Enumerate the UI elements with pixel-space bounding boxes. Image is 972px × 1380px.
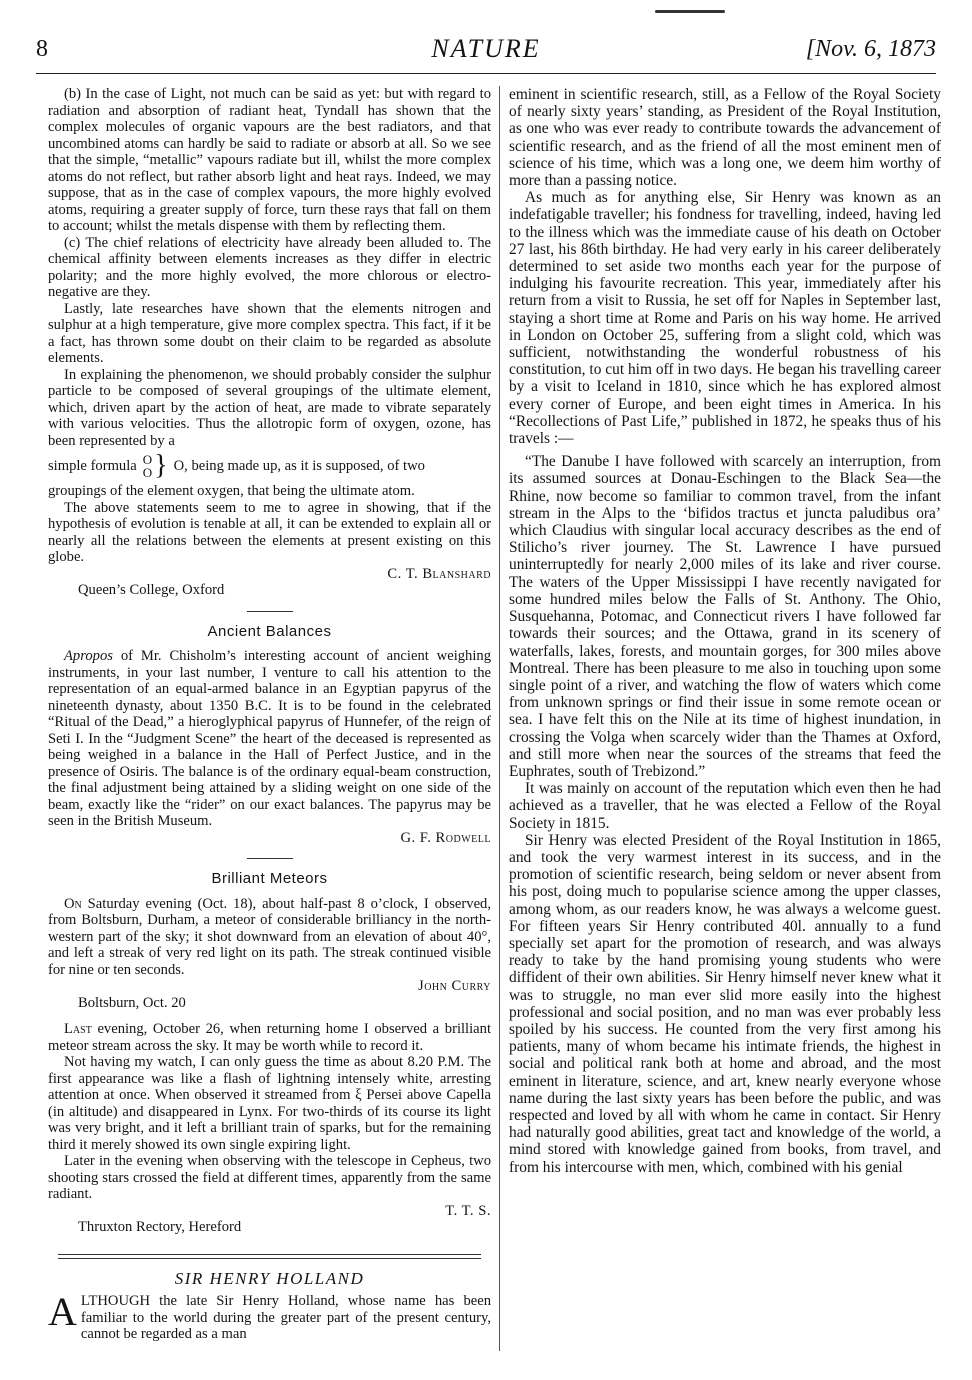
column-divider xyxy=(499,86,500,1351)
paragraph-body: the late Sir Henry Holland, whose name has been familiar to the world during the greater part of the present century, cannot be regarded as a man xyxy=(80,1293,491,1342)
article-title: SIR HENRY HOLLAND xyxy=(174,1268,365,1288)
signature-place: Thruxton Rectory, Hereford xyxy=(78,1219,242,1235)
article-separator-rule xyxy=(58,1254,481,1259)
top-ornament-rule xyxy=(655,10,725,13)
page-header xyxy=(36,32,936,68)
signature: G. F. Rodwell xyxy=(400,829,491,846)
signature-place: Queen’s College, Oxford xyxy=(78,582,225,598)
drop-cap: A xyxy=(48,1289,77,1334)
paragraph-body: of Mr. Chisholm’s interesting account of ancient weighing instruments, in your last number, I venture to call his attention to the representation of an equal-armed balance in an Egyptian papyrus of the nineteenth dynasty, about 1350 B.C. It is to be found in the celebrated “Ritual of the Dead,” a hieroglyphical papyrus of Hunnefer, of the reign of Seti I. In the “Judgment Scene” the heart of the deceased is represented as being weighed in a balance in the Hall of Perfect Justice, and in the presence of Osiris. The balance is of the ordinary equal-beam construction, the final adjustment being attained by a sliding weight on one side of the beam, exactly like the “rider” on our exact balances. The papyrus may be seen in the British Museum. xyxy=(48,648,491,829)
page-number: 8 xyxy=(36,36,48,62)
letter-paragraph: (c) The chief relations of electricity have already been alluded to. The chemical affinity between elements increases as they differ in electric polarity; and the more highly evolved, the more chlorous or electro-negative are they. xyxy=(48,234,491,300)
letter-paragraph: (b) In the case of Light, not much can be said as yet: but with regard to radiation and absorption of radiant heat, Tyndall has shown that the complex molecules of organic vapours are the best radiators, and that uncombined atoms can hardly be said to radiate or absorb at all. So we see that the simple, “metallic” vapours radiate but ill, whilst the more complex atoms do not reflect, but rather absorb light and heat rays. Indeed, we may suppose, that as in the case of complex vapours, the more highly evolved atoms, requiring a greater supply of force, turn these rays that fall on them to account; whilst the metals dispense with them by reflecting them. xyxy=(48,86,491,234)
right-column xyxy=(509,86,941,1351)
article-opening-paragraph xyxy=(48,1289,491,1343)
letter-paragraph: The above statements seem to me to agree in showing, that if the hypothesis of evolution is tenable at all, it can be extended to explain all or nearly all the relations between the elements at present existing on this globe. xyxy=(48,499,491,565)
signature: John Curry xyxy=(418,978,491,994)
signature-line xyxy=(48,830,491,847)
letter-paragraph: Lastly, late researches have shown that the elements nitrogen and sulphur at a high temperature, give more complex spectra. This fact, if it be a fact, has thrown some doubt on their claim to be regarded as absolute elements. xyxy=(48,300,491,366)
opening-caps: LTHOUGH xyxy=(80,1293,151,1309)
section-rule xyxy=(247,611,293,612)
formula-bottom: O xyxy=(142,465,153,480)
article-quotation: “The Danube I have followed with scarcely an interruption, from its assumed sources at Donau-Eschingen to the Black Sea—the Rhine, now become so familiar to common travel, from the infant stream in the Alps to the ‘bifidos tractus et juncta paludibus ora’ which Claudius with singular local accuracy describes as the end of Stilicho’s river journey. The St. Lawrence I have pursued uninterruptedly for nearly 2,000 miles of its lake and river course. The waters of the Upper Mississippi I have recently navigated for some hundred miles below the Falls of St. Anthony. The Ohio, Susquehanna, Potomac, and Connecticut rivers I have followed far towards their sources; and the Ottawa, grand in its scenery of waterfalls, lakes, forests, and mountain gorges, for 300 miles above Montreal. There has been pleasure to me also in touching upon some single point of a river, and watching the flow of waters which come from unknown springs or find their issue in some remote ocean or sea. I have felt this on the Nile at its time of highest inundation, in crossing the Volga when scarcely wider than the Thames at Oxford, and still more when near the sources of the streams that feed the Euphrates, south of Trebizond.” xyxy=(509,453,941,780)
article-paragraph: As much as for anything else, Sir Henry was known as an indefatigable traveller; his fondness for travelling, indeed, having led to the illness which was the immediate cause of his death on October 27 last, his 86th birthday. He had very early in his career deliberately determined to set aside two months each year for the purpose of indulging his favourite recreation. This year, immediately after his return from a visit to Russia, he set off for Naples in September last, staying a short time at Rome and Paris on his way home. He arrived in London on October 25, suffering from a slight cold, which was sufficient, notwithstanding the wonderful robustness of his constitution, to cut him off in two days. He began his travelling career by a visit to Iceland in 1810, since which he has explored almost every corner of Europe, and been eight times in America. In his “Recollections of Past Life,” published in 1872, he speaks thus of his travels :— xyxy=(509,189,941,448)
paragraph-body: evening, October 26, when returning home I observed a brilliant meteor stream across the sky. It may be worth while to record it. xyxy=(48,1021,491,1054)
signature: T. T. S. xyxy=(445,1202,491,1219)
article-paragraph: eminent in scientific research, still, as a Fellow of the Royal Society of nearly sixty years’ standing, as President of the Royal Institution, as one who was ever ready to contribute towards the advancement of scientific research, and as the friend of all the most eminent men of science of his time, which was a long one, we deem him worthy of more than a passing notice. xyxy=(509,86,941,190)
formula-prefix: simple formula xyxy=(48,457,137,474)
formula-suffix: O, being made up, as it is supposed, of two xyxy=(173,457,425,474)
italic-lead: Apropos xyxy=(64,648,113,664)
caps-lead: On xyxy=(64,895,82,912)
letter-paragraph: Later in the evening when observing with the telescope in Cepheus, two shooting stars crossed the field at different times, apparently from the same radiant. xyxy=(48,1153,491,1202)
signature-line xyxy=(48,1203,491,1220)
ozone-formula xyxy=(48,450,491,481)
article-paragraph: It was mainly on account of the reputation which even then he had achieved as a traveller, that he was elected a Fellow of the Royal Society in 1815. xyxy=(509,780,941,832)
signature-line xyxy=(48,978,491,995)
formula-top: O xyxy=(142,452,153,467)
left-column xyxy=(48,86,491,1351)
paragraph-body: Saturday evening (Oct. 18), about half-past 8 o’clock, I observed, from Boltsburn, Durham, a meteor of considerable brilliancy in the north-western part of the sky; it shot downward from an elevation of about 40°, and left a streak of very red light on its path. The streak continued visible for nine or ten seconds. xyxy=(48,895,491,978)
section-heading: Brilliant Meteors xyxy=(211,870,328,887)
signature-place: Boltsburn, Oct. 20 xyxy=(78,994,186,1011)
signature-line xyxy=(48,566,491,583)
letter-paragraph: Not having my watch, I can only guess the time as about 8.20 P.M. The first appearance was like a flash of lightning intensely white, arresting attention at once. When observed it streamed from ξ Persei above Capella (in altitude) and disappeared in Lynx. For two-thirds of its course its light was very bright, and it left a brilliant train of sparks, but for the remaining third it merely showed its own single expiring light. xyxy=(48,1054,491,1153)
letter-paragraph: In explaining the phenomenon, we should probably consider the sulphur particle to be composed of several groupings of the ultimate element, which, driven apart by the action of heat, are made to vibrate separately with various velocities. Thus the allotropic form of oxygen, ozone, has been represented by a xyxy=(48,366,491,449)
formula-brace: } xyxy=(154,450,168,481)
issue-date: [Nov. 6, 1873 xyxy=(805,36,936,62)
letter-paragraph xyxy=(48,896,491,979)
letter-paragraph: groupings of the element oxygen, that being the ultimate atom. xyxy=(48,483,415,499)
journal-title: NATURE xyxy=(431,34,541,63)
letter-paragraph xyxy=(48,1021,491,1054)
formula-stack xyxy=(143,453,152,479)
header-rule xyxy=(36,73,936,74)
caps-lead: Last xyxy=(64,1021,92,1037)
section-heading: Ancient Balances xyxy=(207,622,332,640)
letter-paragraph xyxy=(48,648,491,830)
formula-brace-group xyxy=(142,450,168,481)
section-rule xyxy=(247,858,293,859)
signature: C. T. Blanshard xyxy=(387,565,491,582)
article-paragraph: Sir Henry was elected President of the Royal Institution in 1865, and took the very warmest interest in its success, and in the promotion of scientific research, being seldom or never absent from his post, doing much to popularise science among the upper classes, among whom, as our readers know, he was always a welcome guest. For fifteen years Sir Henry contributed 40l. annually to a fund specially set apart for the promotion of research, and was always ready to take by the hand promising young students who were diffident of their own abilities. Sir Henry himself never knew what it was to struggle, no man ever slid more easily into the highest professional and social position, and no man was ever probably less spoiled by his success. He counted from the very first among his patients, many of whom became his intimate friends, the highest in social and political rank both at home and abroad, and the most eminent in literature, science, and art, knew nearly everyone whose name during the last sixty years has been before the public, and was respected and loved by all with whom he came in contact. Sir Henry had naturally good abilities, great tact and knowledge of the world, a mind stored with knowledge gained from books, from travel, and from his intercourse with men, which, combined with his genial xyxy=(509,831,941,1176)
